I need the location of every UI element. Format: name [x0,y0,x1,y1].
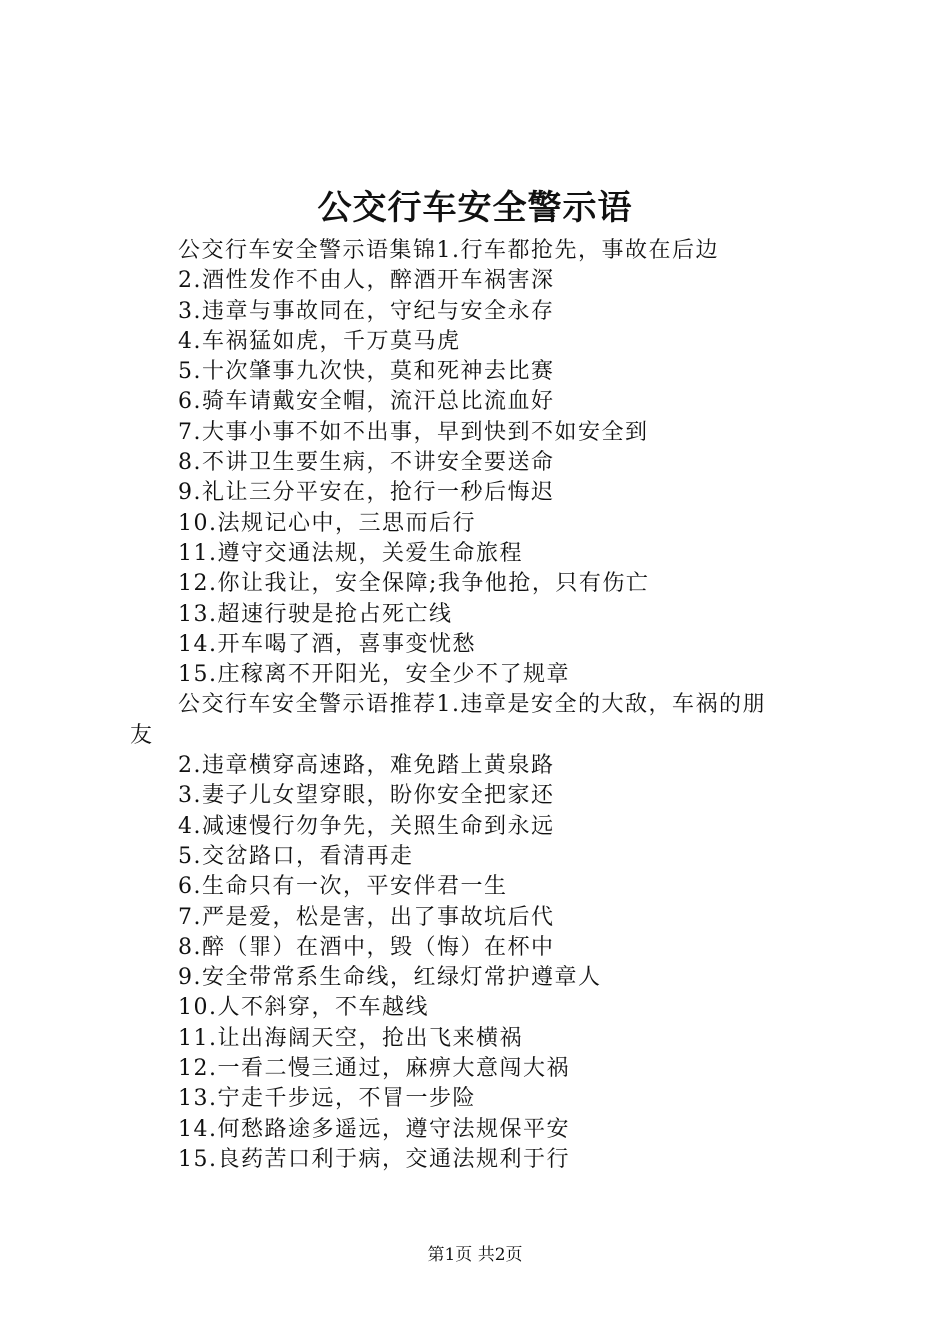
section2-intro-continuation: 友 [130,722,154,748]
section2-intro: 公交行车安全警示语推荐1.违章是安全的大敌，车祸的朋 [178,692,766,718]
list-item: 5.交岔路口，看清再走 [178,843,414,869]
list-item: 2.违章横穿高速路，难免踏上黄泉路 [178,753,555,779]
list-item: 4.车祸猛如虎，千万莫马虎 [178,328,461,354]
list-item: 10.法规记心中，三思而后行 [178,510,476,536]
list-item: 9.安全带常系生命线，红绿灯常护遵章人 [178,965,602,991]
page-footer: 第1页 共2页 [427,1245,523,1265]
list-item: 13.超速行驶是抢占死亡线 [178,601,453,627]
list-item: 7.大事小事不如不出事，早到快到不如安全到 [178,419,649,445]
list-item: 3.妻子儿女望穿眼，盼你安全把家还 [178,783,555,809]
list-item: 11.让出海阔天空，抢出飞来横祸 [178,1025,523,1051]
list-item: 2.酒性发作不由人，醉酒开车祸害深 [178,268,555,294]
document-body [130,236,830,1175]
list-item: 6.生命只有一次，平安伴君一生 [178,874,508,900]
list-item: 12.你让我让，安全保障;我争他抢，只有伤亡 [178,571,650,597]
list-item: 8.不讲卫生要生病，不讲安全要送命 [178,450,555,476]
section1-intro: 公交行车安全警示语集锦1.行车都抢先，事故在后边 [178,238,719,263]
list-item: 14.何愁路途多遥远，遵守法规保平安 [178,1116,570,1142]
list-item: 13.宁走千步远，不冒一步险 [178,1086,476,1112]
document-title: 公交行车安全警示语 [317,188,633,228]
list-item: 15.良药苦口利于病，交通法规利于行 [178,1146,570,1172]
list-item: 15.庄稼离不开阳光，安全少不了规章 [178,662,570,688]
list-item: 9.礼让三分平安在，抢行一秒后悔迟 [178,480,555,506]
list-item: 6.骑车请戴安全帽，流汗总比流血好 [178,389,555,415]
list-item: 8.醉（罪）在酒中，毁（悔）在杯中 [178,934,555,960]
list-item: 10.人不斜穿，不车越线 [178,995,429,1021]
list-item: 11.遵守交通法规，关爱生命旅程 [178,540,523,566]
list-item: 3.违章与事故同在，守纪与安全永存 [178,298,555,324]
list-item: 12.一看二慢三通过，麻痹大意闯大祸 [178,1056,570,1082]
list-item: 4.减速慢行勿争先，关照生命到永远 [178,813,555,839]
list-item: 5.十次肇事九次快，莫和死神去比赛 [178,359,555,385]
list-item: 14.开车喝了酒，喜事变忧愁 [178,631,476,657]
list-item: 7.严是爱，松是害，出了事故坑后代 [178,904,555,930]
